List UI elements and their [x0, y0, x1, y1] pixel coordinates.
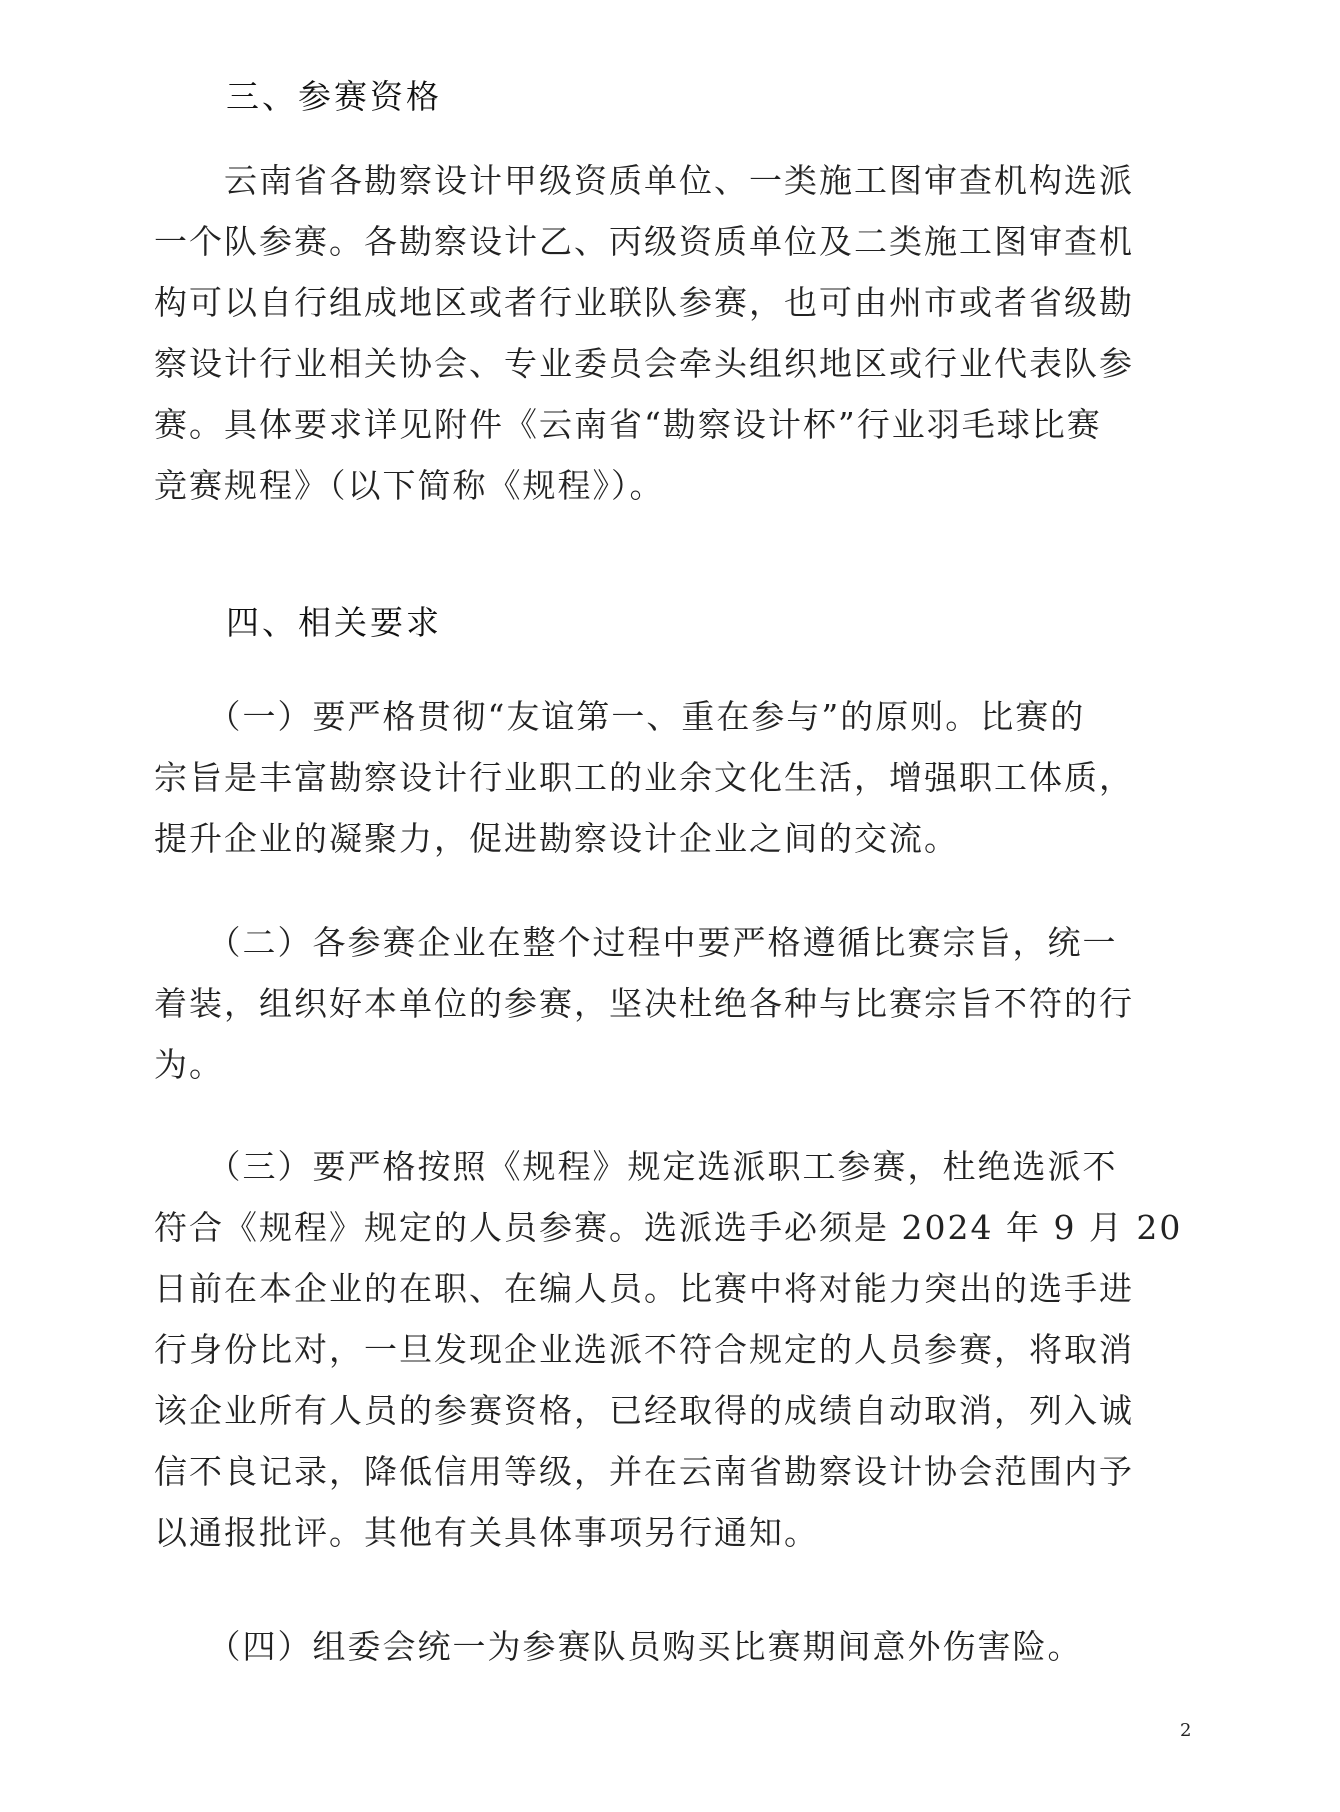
text-line: 为。 — [154, 1045, 224, 1084]
text-line: （三）要严格按照《规程》规定选派职工参赛，杜绝选派不 — [154, 1147, 1118, 1186]
section-heading-eligibility: 三、参赛资格 — [226, 77, 442, 116]
text-line: 一个队参赛。各勘察设计乙、丙级资质单位及二类施工图审查机 — [154, 222, 1134, 261]
text-line: 以通报批评。其他有关具体事项另行通知。 — [154, 1513, 819, 1552]
paragraph-requirement-4 — [154, 1616, 1184, 1677]
text-line: 着装，组织好本单位的参赛，坚决杜绝各种与比赛宗旨不符的行 — [154, 984, 1134, 1023]
paragraph-eligibility — [154, 150, 1184, 516]
paragraph-requirement-1 — [154, 686, 1184, 869]
text-line: 信不良记录，降低信用等级，并在云南省勘察设计协会范围内予 — [154, 1452, 1134, 1491]
text-line: 该企业所有人员的参赛资格，已经取得的成绩自动取消，列入诚 — [154, 1391, 1134, 1430]
text-line: 提升企业的凝聚力，促进勘察设计企业之间的交流。 — [154, 819, 959, 858]
text-line: 符合《规程》规定的人员参赛。选派选手必须是 2024 年 9 月 20 — [154, 1208, 1183, 1247]
paragraph-requirement-3 — [154, 1136, 1184, 1563]
text-line: 察设计行业相关协会、专业委员会牵头组织地区或行业代表队参 — [154, 344, 1134, 383]
text-line: （四）组委会统一为参赛队员购买比赛期间意外伤害险。 — [154, 1627, 1083, 1666]
section-heading-requirements: 四、相关要求 — [226, 603, 442, 642]
text-line: 构可以自行组成地区或者行业联队参赛，也可由州市或者省级勘 — [154, 283, 1134, 322]
text-line: 赛。具体要求详见附件《云南省“勘察设计杯”行业羽毛球比赛 — [154, 405, 1102, 444]
text-line: 竞赛规程》（以下简称《规程》）。 — [154, 466, 665, 505]
text-line: 日前在本企业的在职、在编人员。比赛中将对能力突出的选手进 — [154, 1269, 1134, 1308]
text-line: （一）要严格贯彻“友谊第一、重在参与”的原则。比赛的 — [154, 697, 1086, 736]
text-line: 行身份比对，一旦发现企业选派不符合规定的人员参赛，将取消 — [154, 1330, 1134, 1369]
page-number: 2 — [1180, 1720, 1192, 1741]
text-line: 云南省各勘察设计甲级资质单位、一类施工图审查机构选派 — [154, 161, 1134, 200]
paragraph-requirement-2 — [154, 912, 1184, 1095]
text-line: 宗旨是丰富勘察设计行业职工的业余文化生活，增强职工体质， — [154, 758, 1134, 797]
text-line: （二）各参赛企业在整个过程中要严格遵循比赛宗旨，统一 — [154, 923, 1118, 962]
